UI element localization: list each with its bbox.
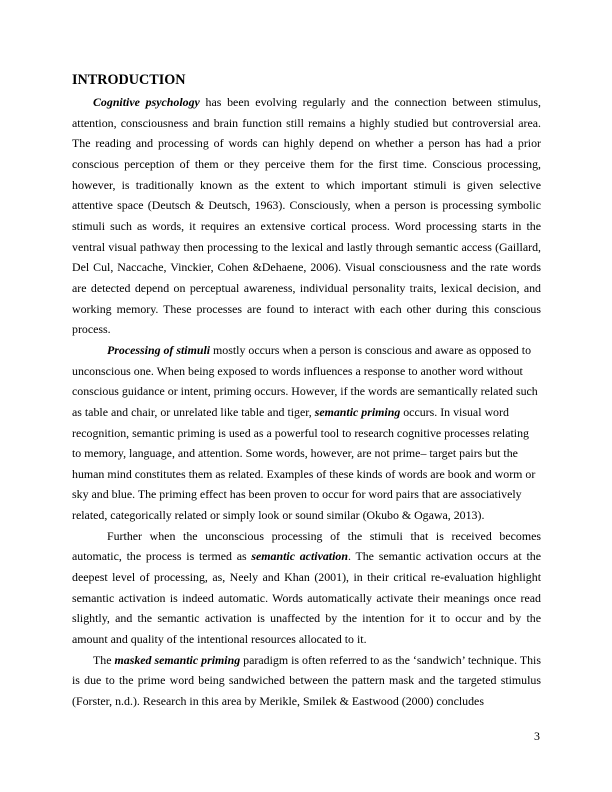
- paragraph-semantic-activation: [72, 526, 541, 650]
- emphasis-term: semantic priming: [314, 404, 401, 419]
- page-number: 3: [534, 729, 540, 743]
- emphasis-term: Processing of stimuli: [107, 342, 211, 357]
- emphasis-term: Cognitive psychology: [93, 95, 200, 109]
- paragraph-text: paradigm is often referred to as the ‘sandwich’ technique. This is due to the prime word being sandwiched between the pattern mask and the targeted stimulus (Forster, n.d.). Research in this area by Merikle, Smilek & Eastwood (2000) concludes: [72, 652, 541, 709]
- paragraph-text: The: [93, 652, 115, 667]
- paragraph-masked-semantic-priming: [72, 650, 541, 712]
- paragraph-text: Further when the unconscious processing of the stimuli that is received becomes automatic, the process is termed as: [72, 528, 541, 564]
- page-body: [72, 70, 541, 712]
- paragraph-text: has been evolving regularly and the connection between stimulus, attention, consciousness and brain function still remains a highly studied but controversial area. The reading and processing of words can highly depend on whether a person has had a prior conscious perception of them or they perceive them for the first time. Conscious processing, however, is traditionally known as the extent to which important stimuli is given selective attentive space (Deutsch & Deutsch, 1963). Consciously, when a person is processing symbolic stimuli such as words, it requires an extensive cortical process. Word processing starts in the ventral visual pathway then processing to the lexical and lastly through semantic access (Gaillard, Del Cul, Naccache, Vinckier, Cohen &Dehaene, 2006). Visual consciousness and the rate words are detected depend on perceptual awareness, individual personality traits, lexical decision, and working memory. These processes are found to interact with each other during this conscious process.: [72, 95, 541, 337]
- paragraph-text: . The semantic activation occurs at the deepest level of processing, as, Neely and Khan (2001), in their critical re-evaluation highlight semantic activation is indeed automatic. Words automatically activate their meanings once read slightly, and the semantic activation is unaffected by the intention for it to occur and by the amount and quality of the intentional resources allocated to it.: [72, 549, 541, 647]
- paragraph-processing-of-stimuli: [72, 340, 541, 526]
- emphasis-term: semantic activation: [251, 549, 348, 564]
- paragraph-text: mostly occurs when a person is conscious and aware as opposed to unconscious one. When being exposed to words influences a response to another word without conscious guidance or intent, priming occurs. However, if the words are semantically related such as table and chair, or unrelated like table and tiger,: [72, 342, 538, 419]
- section-heading: INTRODUCTION: [72, 72, 186, 88]
- paragraph-text: occurs. In visual word recognition, semantic priming is used as a powerful tool to research cognitive processes relating to memory, language, and attention. Some words, however, are not prime– target pairs but the human mind constitutes them as related. Examples of these kinds of words are book and worm or sky and blue. The priming effect has been proven to occur for word pairs that are associatively related, categorically related or simply look or sound similar (Okubo & Ogawa, 2013).: [72, 404, 536, 523]
- emphasis-term: masked semantic priming: [114, 652, 241, 667]
- paragraph-cognitive-psychology: [72, 92, 541, 340]
